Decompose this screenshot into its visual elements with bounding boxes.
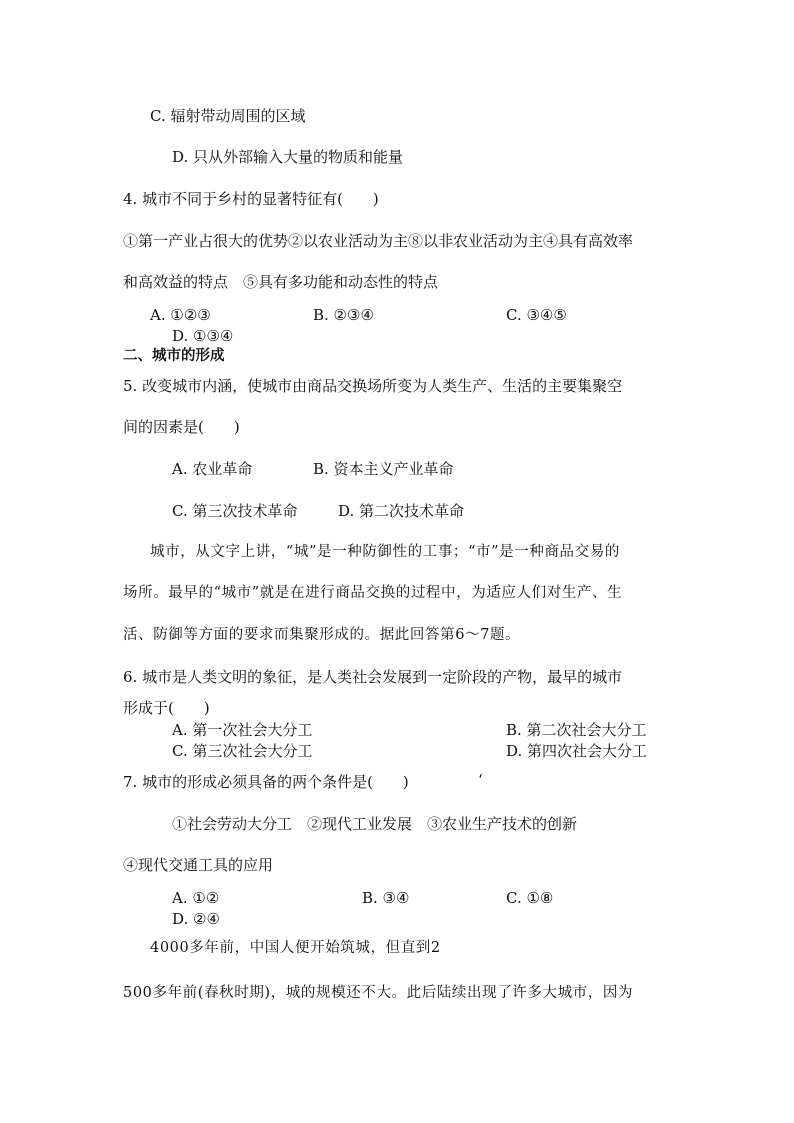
q6-option-d: D. 第四次社会大分工 <box>506 742 648 760</box>
q6-option-b: B. 第二次社会大分工 <box>506 721 647 739</box>
q7-statements-line2: ④现代交通工具的应用 <box>123 856 274 874</box>
q4-option-a: A. ①②③ <box>150 306 211 324</box>
q7-statements-line1: ①社会劳动大分工 ②现代工业发展 ③农业生产技术的创新 <box>172 815 578 833</box>
q4-option-d: D. ①③④ <box>172 327 234 345</box>
q6-stem-line2: 形成于( ) <box>123 699 210 717</box>
q6-stem-line1: 6. 城市是人类文明的象征，是人类社会发展到一定阶段的产物，最早的城市 <box>123 668 623 686</box>
passage2-line2: 500多年前(春秋时期)，城的规模还不大。此后陆续出现了许多大城市，因为 <box>123 985 634 1001</box>
q3-option-c: C. 辐射带动周围的区域 <box>150 107 306 125</box>
passage-line1: 城市，从文字上讲，“城”是一种防御性的工事；“市”是一种商品交易的 <box>150 544 620 560</box>
passage-line2: 场所。最早的“城市”就是在进行商品交换的过程中，为适应人们对生产、生 <box>123 585 623 601</box>
q4-option-c: C. ③④⑤ <box>506 306 567 324</box>
q5-option-a: A. 农业革命 <box>172 460 253 478</box>
q4-option-b: B. ②③④ <box>313 306 374 324</box>
q4-stem: 4. 城市不同于乡村的显著特征有( ) <box>123 190 379 208</box>
q5-stem-line2: 间的因素是( ) <box>123 418 240 436</box>
q5-option-c: C. 第三次技术革命 <box>172 502 298 520</box>
q6-option-a: A. 第一次社会大分工 <box>172 721 313 739</box>
q5-stem-line1: 5. 改变城市内涵，使城市由商品交换场所变为人类生产、生活的主要集聚空 <box>123 377 623 395</box>
q7-option-a: A. ①② <box>172 889 220 907</box>
q6-option-c: C. 第三次社会大分工 <box>172 742 313 760</box>
section-heading: 二、城市的形成 <box>123 348 225 364</box>
q5-option-b: B. 资本主义产业革命 <box>313 460 454 478</box>
q7-option-b: B. ③④ <box>362 889 410 907</box>
q4-statements-line2: 和高效益的特点 ⑤具有多功能和动态性的特点 <box>123 273 439 291</box>
passage2-line1: 4000多年前，中国人便开始筑城，但直到2 <box>150 940 441 956</box>
q7-stray-mark: ‘ <box>478 771 483 789</box>
q3-option-d: D. 只从外部输入大量的物质和能量 <box>172 148 404 166</box>
passage-line3: 活、防御等方面的要求而集聚形成的。据此回答第6～7题。 <box>123 627 521 643</box>
q5-option-d: D. 第二次技术革命 <box>338 502 465 520</box>
q4-statements-line1: ①第一产业占很大的优势②以农业活动为主⑧以非农业活动为主④具有高效率 <box>123 232 634 250</box>
q7-stem: 7. 城市的形成必须具备的两个条件是( ) <box>123 773 409 791</box>
q7-option-d: D. ②④ <box>172 910 220 928</box>
q7-option-c: C. ①⑧ <box>506 889 554 907</box>
